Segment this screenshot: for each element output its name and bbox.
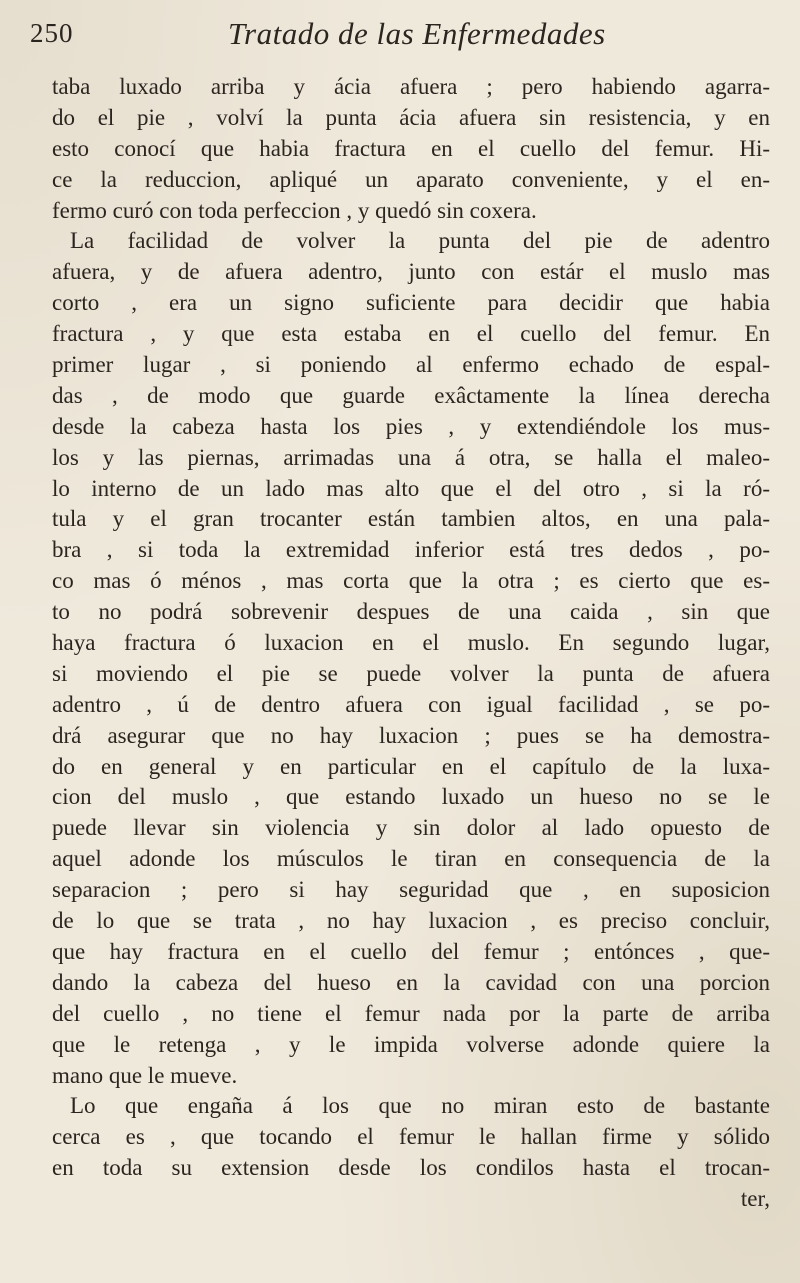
- text-line: haya fractura ó luxacion en el muslo. En segundo lugar,: [52, 630, 770, 656]
- text-line: corto , era un signo suficiente para decidir que habia: [52, 290, 770, 316]
- text-line: do el pie , volví la punta ácia afuera sin resistencia, y en: [52, 104, 770, 130]
- text-line: en toda su extension desde los condilos hasta el trocan-: [52, 1155, 770, 1181]
- catchword: ter,: [740, 1186, 770, 1212]
- text-body: [52, 72, 770, 1215]
- text-line: bra , si toda la extremidad inferior está tres dedos , po-: [52, 537, 770, 563]
- text-line: esto conocí que habia fractura en el cuello del femur. Hi-: [52, 135, 770, 161]
- text-line: de lo que se trata , no hay luxacion , es preciso concluir,: [52, 908, 770, 934]
- text-line: desde la cabeza hasta los pies , y extendiéndole los mus-: [52, 413, 770, 439]
- text-line: que hay fractura en el cuello del femur ; entónces , que-: [52, 938, 770, 964]
- text-line: si moviendo el pie se puede volver la punta de afuera: [52, 660, 770, 686]
- text-line: puede llevar sin violencia y sin dolor al lado opuesto de: [52, 815, 770, 841]
- text-line: ce la reduccion, apliqué un aparato conveniente, y el en-: [52, 166, 770, 192]
- text-line: del cuello , no tiene el femur nada por la parte de arriba: [52, 1000, 770, 1026]
- page-number: 250: [30, 18, 74, 48]
- text-line: drá asegurar que no hay luxacion ; pues se ha demostra-: [52, 722, 770, 748]
- text-line: que le retenga , y le impida volverse adonde quiere la: [52, 1031, 770, 1057]
- text-line: separacion ; pero si hay seguridad que , en suposicion: [52, 877, 770, 903]
- running-head: [30, 12, 770, 62]
- text-line: tula y el gran trocanter están tambien altos, en una pala-: [52, 506, 770, 532]
- text-line: fractura , y que esta estaba en el cuello del femur. En: [52, 321, 770, 347]
- text-line: adentro , ú de dentro afuera con igual facilidad , se po-: [52, 691, 770, 717]
- text-line: mano que le mueve.: [52, 1062, 238, 1088]
- text-line: cion del muslo , que estando luxado un hueso no se le: [52, 784, 770, 810]
- text-line: lo interno de un lado mas alto que el del otro , si la ró-: [52, 475, 770, 501]
- text-line: aquel adonde los músculos le tiran en consequencia de la: [52, 846, 770, 872]
- text-line: dando la cabeza del hueso en la cavidad con una porcion: [52, 969, 770, 995]
- text-line: cerca es , que tocando el femur le hallan firme y sólido: [52, 1124, 770, 1150]
- text-line: taba luxado arriba y ácia afuera ; pero habiendo agarra-: [52, 74, 770, 99]
- running-title: Tratado de las Enfermedades: [228, 16, 606, 51]
- text-line: das , de modo que guarde exâctamente la línea derecha: [52, 382, 770, 408]
- text-line: La facilidad de volver la punta del pie de adentro: [70, 228, 770, 254]
- text-line: to no podrá sobrevenir despues de una caida , sin que: [52, 599, 770, 625]
- text-line: primer lugar , si poniendo al enfermo echado de espal-: [52, 352, 770, 378]
- text-line: afuera, y de afuera adentro, junto con estár el muslo mas: [52, 259, 770, 285]
- text-line: Lo que engaña á los que no miran esto de bastante: [70, 1093, 770, 1119]
- text-line: fermo curó con toda perfeccion , y quedó sin coxera.: [52, 197, 537, 223]
- text-line: co mas ó ménos , mas corta que la otra ; es cierto que es-: [52, 568, 770, 594]
- text-line: do en general y en particular en el capítulo de la luxa-: [52, 753, 770, 779]
- text-line: los y las piernas, arrimadas una á otra, se halla el maleo-: [52, 444, 770, 470]
